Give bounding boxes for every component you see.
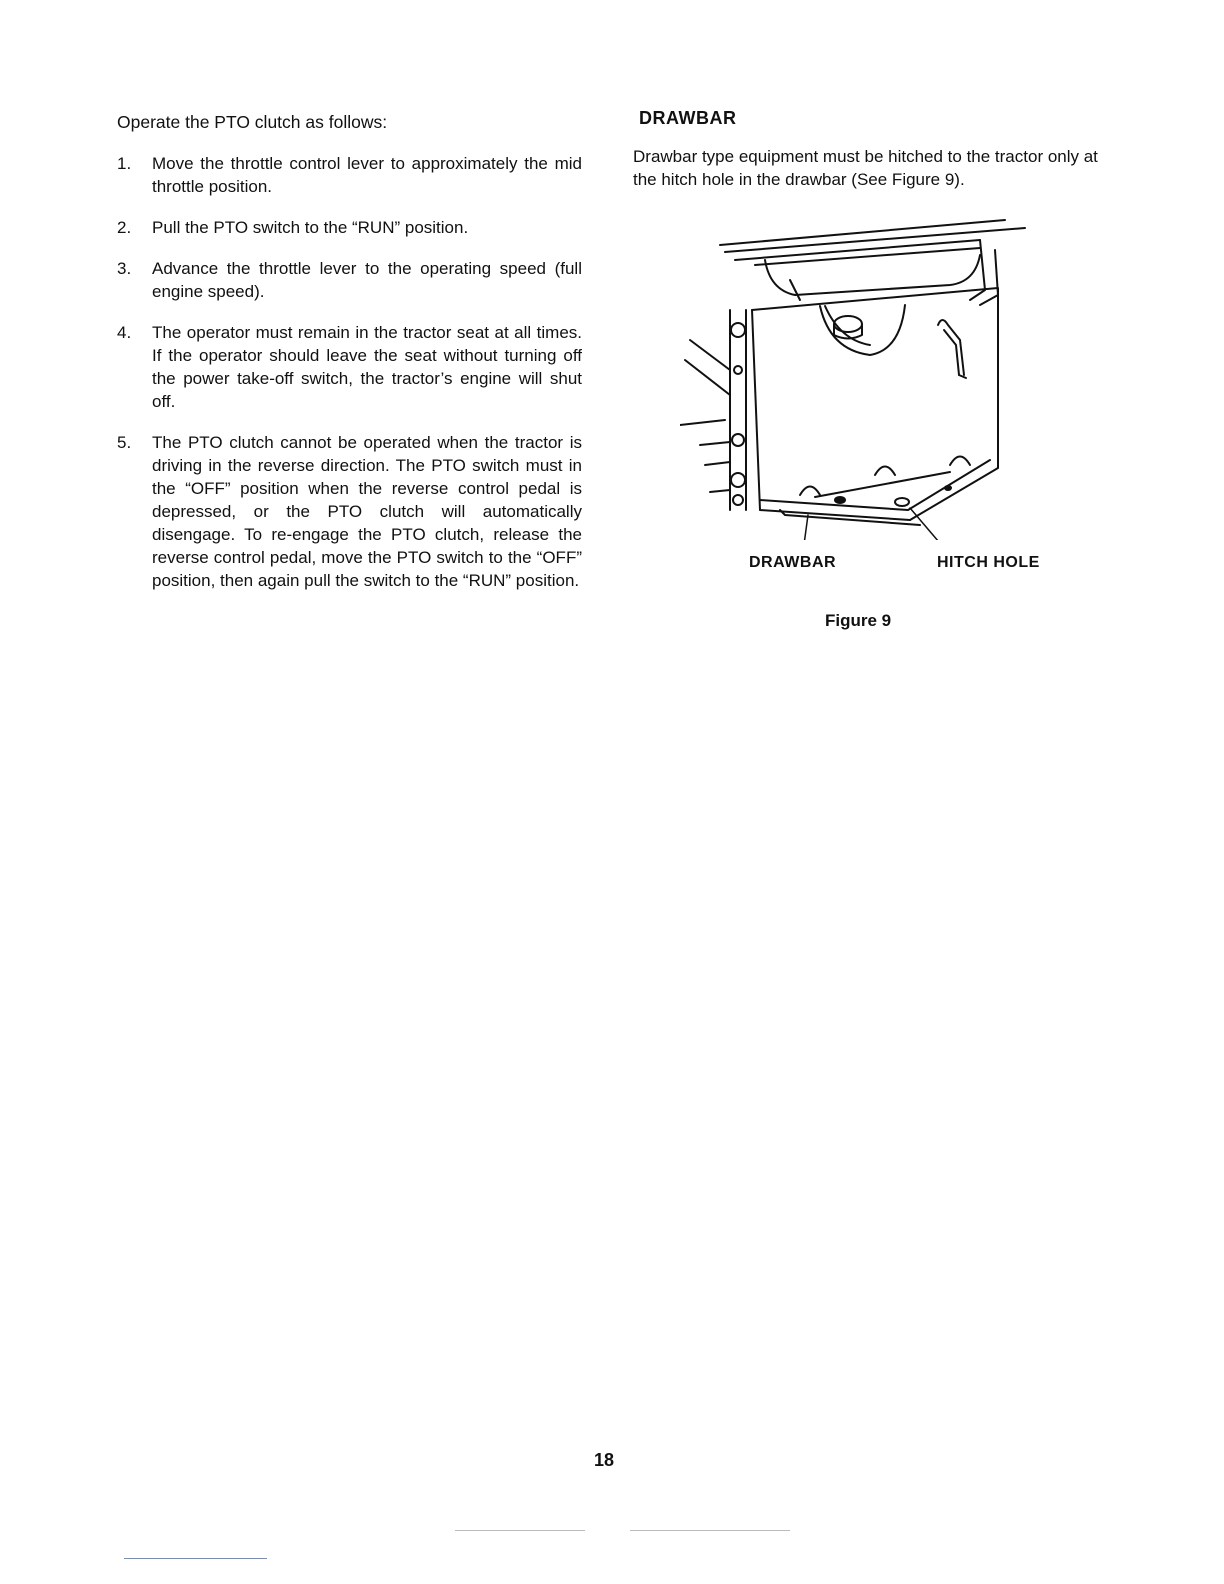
pto-steps-list bbox=[117, 152, 582, 592]
step-number: 5. bbox=[117, 433, 132, 452]
pto-instructions bbox=[117, 110, 582, 610]
page-number: 18 bbox=[594, 1450, 615, 1470]
step-3 bbox=[117, 257, 582, 303]
step-4 bbox=[117, 321, 582, 413]
step-text: The operator must remain in the tractor seat at all times. If the operator should leave the seat without turning off the power take-off switch, the tractor’s engine will shut off. bbox=[152, 323, 582, 411]
control-lever bbox=[938, 320, 966, 378]
drawbar-paragraph: Drawbar type equipment must be hitched to the tractor only at the hitch hole in the drawbar (See Figure 9). bbox=[633, 147, 1098, 189]
plate-notch bbox=[820, 305, 905, 355]
drawbar-heading: DRAWBAR bbox=[639, 108, 737, 128]
bracket-bolts bbox=[730, 310, 746, 510]
callout-leaders bbox=[803, 508, 950, 540]
step-text: Pull the PTO switch to the “RUN” position. bbox=[152, 218, 469, 237]
step-5 bbox=[117, 431, 582, 592]
step-number: 1. bbox=[117, 154, 132, 173]
scan-artifact-line bbox=[455, 1530, 585, 1531]
step-number: 4. bbox=[117, 323, 132, 342]
drawbar-plate bbox=[752, 288, 998, 525]
step-text: The PTO clutch cannot be operated when the tractor is driving in the reverse direction. The PTO switch must in the “OFF” position when the reverse control pedal is depressed, or the PTO clutch will automatically disengage. To re-engage the PTO clutch, release the reverse control pedal, move the PTO switch to the “OFF” position, then again pull the switch to the “RUN” position. bbox=[152, 433, 582, 590]
step-1 bbox=[117, 152, 582, 198]
figure-caption: Figure 9 bbox=[825, 611, 892, 630]
drawbar-callout: DRAWBAR bbox=[749, 554, 837, 571]
step-text: Advance the throttle lever to the operating speed (full engine speed). bbox=[152, 259, 582, 301]
hitch-hole-callout: HITCH HOLE bbox=[937, 554, 1040, 571]
drawbar-section bbox=[633, 108, 1113, 191]
axle-lines bbox=[680, 340, 730, 492]
step-number: 2. bbox=[117, 218, 132, 237]
step-number: 3. bbox=[117, 259, 132, 278]
scan-artifact-line bbox=[630, 1530, 790, 1531]
step-text: Move the throttle control lever to approximately the mid throttle position. bbox=[152, 154, 582, 196]
drawbar-illustration bbox=[680, 210, 1040, 540]
step-2 bbox=[117, 216, 582, 239]
scan-artifact-line bbox=[124, 1558, 267, 1559]
pto-intro: Operate the PTO clutch as follows: bbox=[117, 112, 388, 132]
